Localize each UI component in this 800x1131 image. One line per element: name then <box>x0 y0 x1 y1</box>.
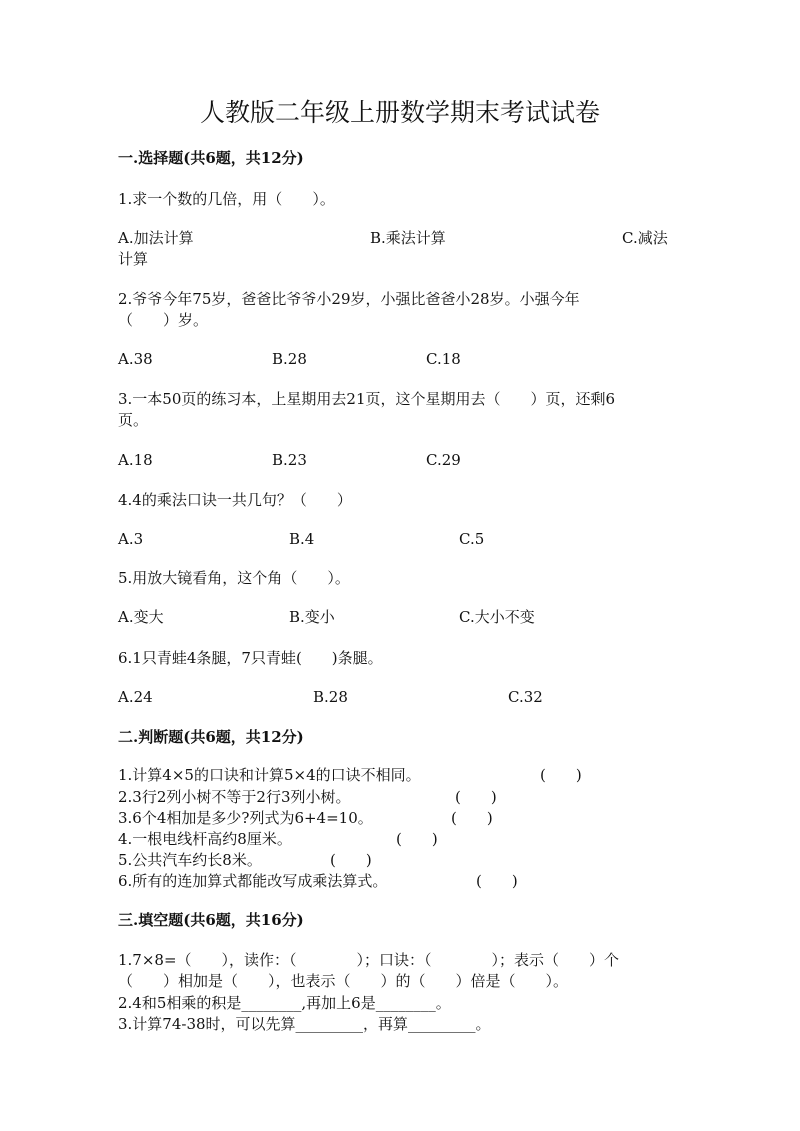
option-a: A.加法计算 <box>118 229 194 247</box>
answer-paren: ( ) <box>396 830 438 848</box>
answer-paren: ( ) <box>451 809 493 827</box>
option-b: B.28 <box>313 688 348 706</box>
option-c: C.29 <box>426 451 461 469</box>
judgement-item: 2.3行2列小树不等于2行3列小树。 <box>118 788 351 806</box>
option-c: C.32 <box>508 688 543 706</box>
option-c: C.18 <box>426 350 461 368</box>
question-stem-cont: 页。 <box>118 411 149 429</box>
fill-line: 2.4和5相乘的积是________,再加上6是________。 <box>118 994 451 1012</box>
page-title: 人教版二年级上册数学期末考试试卷 <box>199 98 600 127</box>
option-b: B.28 <box>272 350 307 368</box>
question-stem: 4.4的乘法口诀一共几句？（ ） <box>118 491 352 509</box>
option-a: A.3 <box>118 530 144 548</box>
option-c-wrap: 计算 <box>118 250 149 268</box>
option-a: A.18 <box>118 451 153 469</box>
question-stem: 5.用放大镜看角，这个角（ ）。 <box>118 569 350 587</box>
answer-paren: ( ) <box>455 788 497 806</box>
answer-paren: ( ) <box>476 872 518 890</box>
question-stem-cont: （ ）岁。 <box>118 311 209 329</box>
question-stem: 6.1只青蛙4条腿，7只青蛙( )条腿。 <box>118 649 383 667</box>
answer-paren: ( ) <box>540 766 582 784</box>
option-a: A.38 <box>118 350 153 368</box>
question-stem: 3.一本50页的练习本，上星期用去21页，这个星期用去（ ）页，还剩6 <box>118 390 616 408</box>
judgement-item: 4.一根电线杆高约8厘米。 <box>118 830 292 848</box>
option-c: C.大小不变 <box>459 608 535 626</box>
section-heading-choice: 一.选择题(共6题，共12分) <box>118 149 304 167</box>
option-a: A.变大 <box>118 608 164 626</box>
option-b: B.乘法计算 <box>370 229 446 247</box>
option-a: A.24 <box>118 688 153 706</box>
option-c: C.减法 <box>622 229 668 247</box>
answer-paren: ( ) <box>330 851 372 869</box>
judgement-item: 1.计算4×5的口诀和计算5×4的口诀不相同。 <box>118 766 421 784</box>
fill-line: （ ）相加是（ ），也表示（ ）的（ ）倍是（ ）。 <box>118 972 569 990</box>
question-stem: 1.求一个数的几倍，用（ ）。 <box>118 190 335 208</box>
fill-line: 1.7×8=（ ），读作：（ ）；口诀：（ ）；表示（ ）个 <box>118 951 620 969</box>
section-heading-fill: 三.填空题(共6题，共16分) <box>118 911 304 929</box>
fill-line: 3.计算74-38时，可以先算_________，再算_________。 <box>118 1015 491 1033</box>
judgement-item: 6.所有的连加算式都能改写成乘法算式。 <box>118 872 388 890</box>
question-stem: 2.爷爷今年75岁，爸爸比爷爷小29岁，小强比爸爸小28岁。小强今年 <box>118 290 580 308</box>
option-b: B.4 <box>289 530 315 548</box>
judgement-item: 5.公共汽车约长8米。 <box>118 851 262 869</box>
section-heading-judgement: 二.判断题(共6题，共12分) <box>118 728 304 746</box>
option-b: B.23 <box>272 451 307 469</box>
option-b: B.变小 <box>289 608 335 626</box>
option-c: C.5 <box>459 530 485 548</box>
judgement-item: 3.6个4相加是多少?列式为6+4=10。 <box>118 809 373 827</box>
